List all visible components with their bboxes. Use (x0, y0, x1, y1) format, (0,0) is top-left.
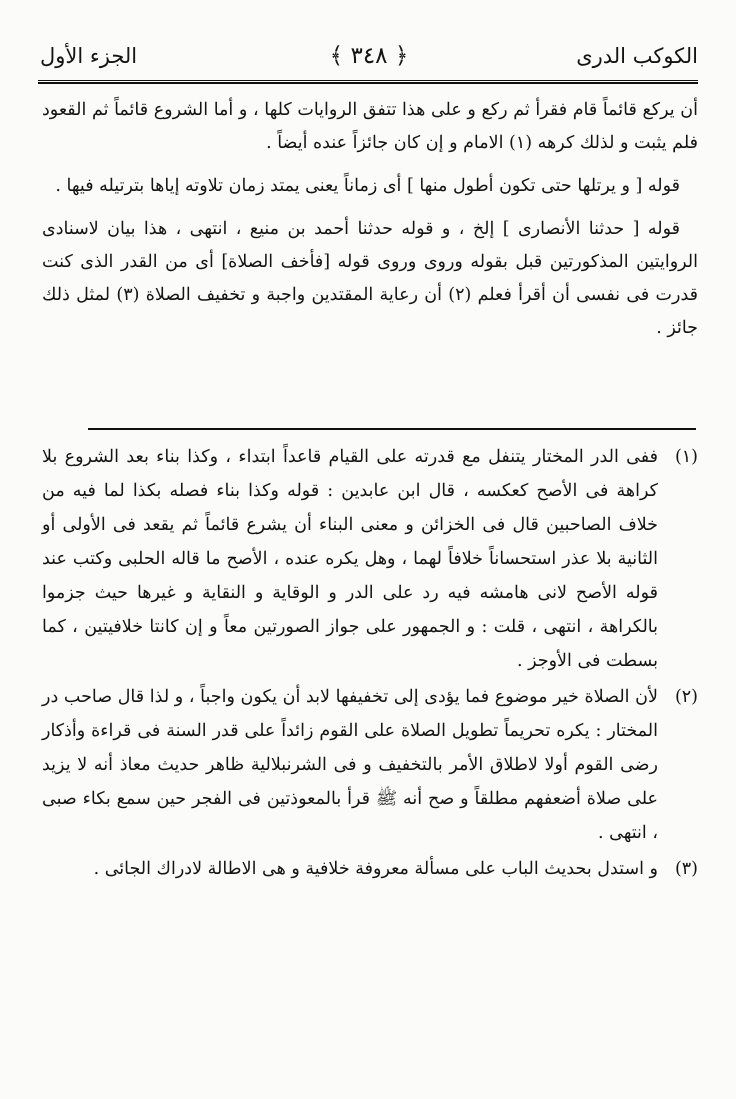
footnote-text: ففى الدر المختار يتنفل مع قدرته على القيام قاعداً ابتداء ، وكذا بناء بعد الشروع بلا كراهة فى الأصح كعكسه ، قال ابن عابدين : قوله وكذا بناء فصله بكذا لما فيه من خلاف الصاحبين قال فى الخزائن و معنى البناء أن يشرع قائماً ثم يقعد فى الأولى أو الثانية بلا عذر استحساناً خلافاً لهما ، وهل يكره عنده ، الأصح ما قاله الحلبى وكتب عند قوله الأصح لانى هامشه فيه رد على الدر و الوقاية و النقاية و غيرها حيث جزموا بالكراهة ، انتهى ، قلت : و الجمهور على جواز الصورتين معاً و إن كانتا خلافيتين ، كما بسطت فى الأوجز . (42, 447, 658, 671)
paragraph: قوله [ حدثنا الأنصارى ] إلخ ، و قوله حدثنا أحمد بن منيع ، انتهى ، هذا بيان لاسنادى الروايتين المذكورتين قبل بقوله وروى وروى قوله [فأخف الصلاة] أى من القدر الذى كنت قدرت فى نفسى أن أقرأ فعلم (٢) أن رعاية المقتدين واجبة و تخفيف الصلاة (٣) لمثل ذلك جائز . (42, 219, 699, 338)
footnote (42, 680, 698, 850)
book-title: الكوكب الدرى (576, 44, 698, 68)
footnote-number: (٣) (674, 859, 698, 879)
header-rule (38, 80, 698, 84)
volume-label: الجزء الأول (40, 44, 138, 68)
paragraph: أن يركع قائماً قام فقرأ ثم ركع و على هذا تتفق الروايات كلها ، و أما الشروع قائماً ثم القعود فلم يثبت و لذلك كرهه (١) الامام و إن كان جائزاً عنده أيضاً . (42, 100, 698, 153)
footnote-text: و استدل بحديث الباب على مسألة معروفة خلافية و هى الاطالة لادراك الجائى . (93, 859, 658, 879)
footnote (42, 440, 698, 678)
footnote-text: لأن الصلاة خير موضوع فما يؤدى إلى تخفيفها لابد أن يكون واجباً ، و لذا قال صاحب در المختار : يكره تحريماً تطويل الصلاة على القوم زائداً على قدر السنة فى قراءة وأذكار رضى القوم أولا لاطلاق الأمر بالتخفيف و فى الشرنبلالية ظاهر حديث معاذ أنه لا يزيد على صلاة أضعفهم مطلقاً و صح أنه ﷺ قرأ بالمعوذتين فى الفجر حين سمع بكاء صبى ، انتهى . (42, 687, 659, 843)
page-header (40, 36, 698, 76)
main-text (42, 94, 698, 355)
footnote-number: (١) (674, 447, 698, 467)
footnote (42, 852, 698, 886)
footnote-number: (٢) (674, 687, 698, 707)
paragraph: قوله [ و يرتلها حتى تكون أطول منها ] أى زماناً يعنى يمتد زمان تلاوته إياها بترتيله فيها . (55, 176, 680, 196)
footnote-divider (88, 428, 696, 430)
footnotes (42, 440, 698, 888)
page-number: ﴿ ٣٤٨ ﴾ (329, 43, 409, 69)
